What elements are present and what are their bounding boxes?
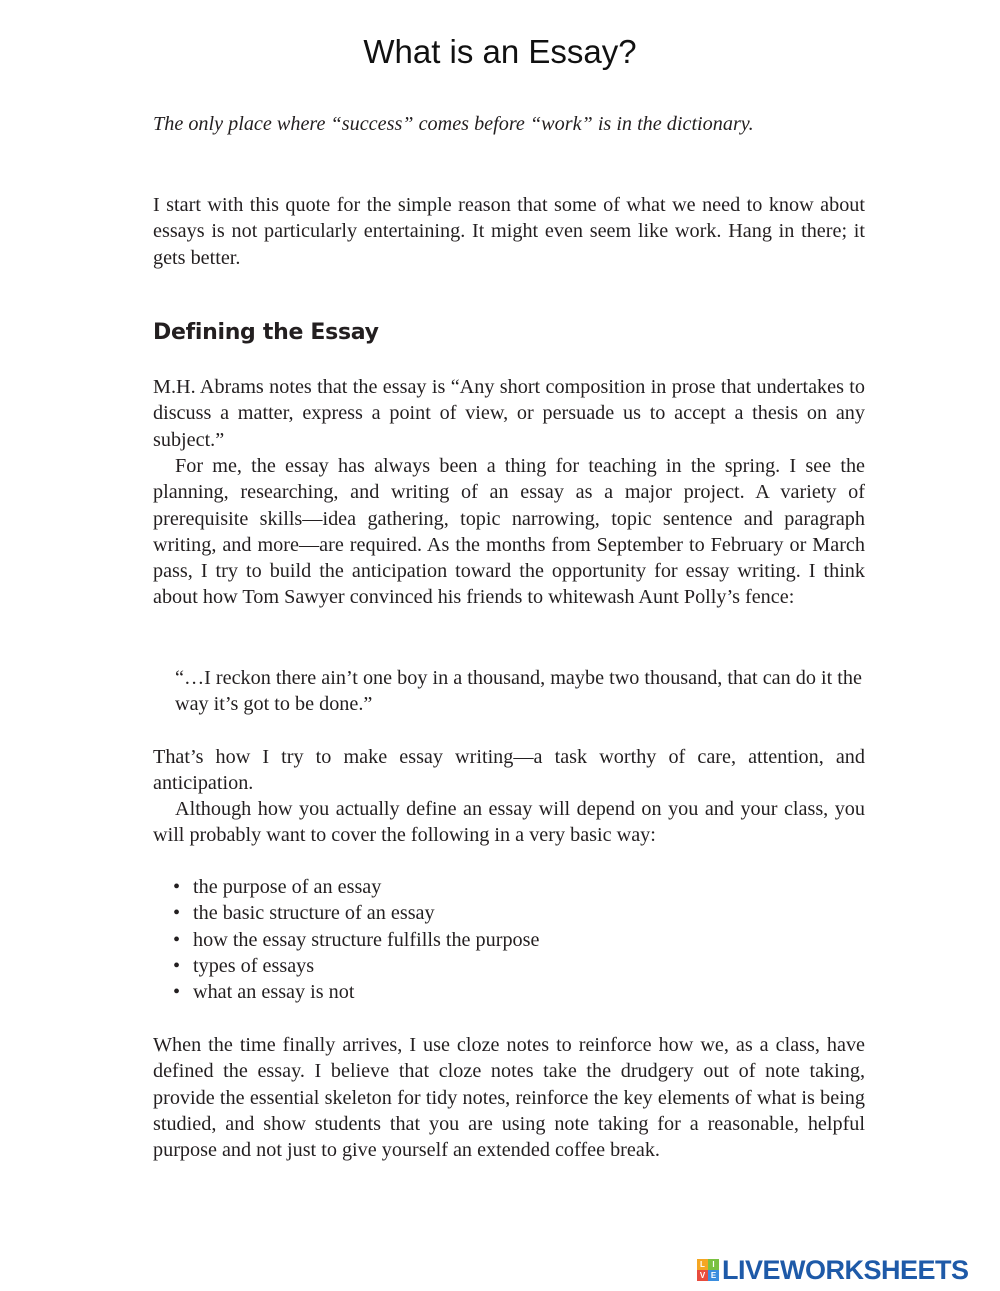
- bullet-icon: •: [173, 876, 181, 898]
- bullet-icon: •: [173, 928, 181, 951]
- epigraph-quote: The only place where “success” comes before “work” is in the dictionary.: [153, 113, 754, 135]
- mark-letter: L: [697, 1259, 708, 1270]
- define-essay-paragraph: Although how you actually define an essay will depend on you and your class, you will probably want to cover the following in a very basic way:: [153, 798, 865, 847]
- tom-sawyer-quote: “…I reckon there ain’t one boy in a thousand, maybe two thousand, that can do it the way it’s got to be done.”: [175, 667, 862, 716]
- list-item-text: the basic structure of an essay: [193, 902, 435, 925]
- section-heading: Defining the Essay: [153, 320, 379, 345]
- liveworksheets-wordmark: LIVEWORKSHEETS: [722, 1254, 969, 1285]
- bullet-icon: •: [173, 954, 181, 977]
- mark-letter: I: [708, 1259, 719, 1270]
- spring-teaching-paragraph: For me, the essay has always been a thing for teaching in the spring. I see the planning, researching, and writing of an essay as a major project. A variety of prerequisite skills—idea gathering, topic narrowing, topic sentence and paragraph writing, and more—are required. As the months from September to February or March pass, I try to build the anticipation toward the opportunity for essay writing. I think about how Tom Sawyer convinced his friends to whitewash Aunt Polly’s fence:: [153, 455, 865, 609]
- list-item-text: how the essay structure fulfills the purpose: [193, 928, 540, 951]
- list-item-text: the purpose of an essay: [193, 876, 382, 898]
- list-item-text: what an essay is not: [193, 981, 355, 1004]
- page-title: What is an Essay?: [363, 33, 637, 70]
- intro-paragraph: I start with this quote for the simple reason that some of what we need to know about essays is not particularly entertaining. It might even seem like work. Hang in there; it gets better.: [153, 194, 865, 269]
- abrams-paragraph: M.H. Abrams notes that the essay is “Any short composition in prose that undertakes to discuss a matter, express a point of view, or persuade us to accept a thesis on any subject.”: [153, 376, 865, 451]
- mark-letter: V: [697, 1270, 708, 1281]
- list-item: [173, 927, 539, 953]
- mark-letter: E: [708, 1270, 719, 1281]
- bullet-icon: •: [173, 902, 181, 925]
- liveworksheets-logo: [697, 1255, 969, 1285]
- list-item-text: types of essays: [193, 954, 315, 977]
- bullet-icon: •: [173, 981, 181, 1004]
- essay-topics-list: [173, 874, 539, 1005]
- essay-writing-paragraph: That’s how I try to make essay writing—a task worthy of care, attention, and anticipation.: [153, 746, 865, 795]
- list-item: [173, 953, 539, 979]
- cloze-notes-paragraph: When the time finally arrives, I use cloze notes to reinforce how we, as a class, have defined the essay. I believe that cloze notes take the drudgery out of note taking, provide the essential skeleton for tidy notes, reinforce the key elements of what is being studied, and show students that you are using note taking for a reasonable, helpful purpose and not just to give yourself an extended coffee break.: [153, 1034, 865, 1162]
- list-item: [173, 874, 539, 900]
- list-item: [173, 900, 539, 926]
- list-item: [173, 979, 539, 1005]
- liveworksheets-mark-icon: [697, 1259, 719, 1281]
